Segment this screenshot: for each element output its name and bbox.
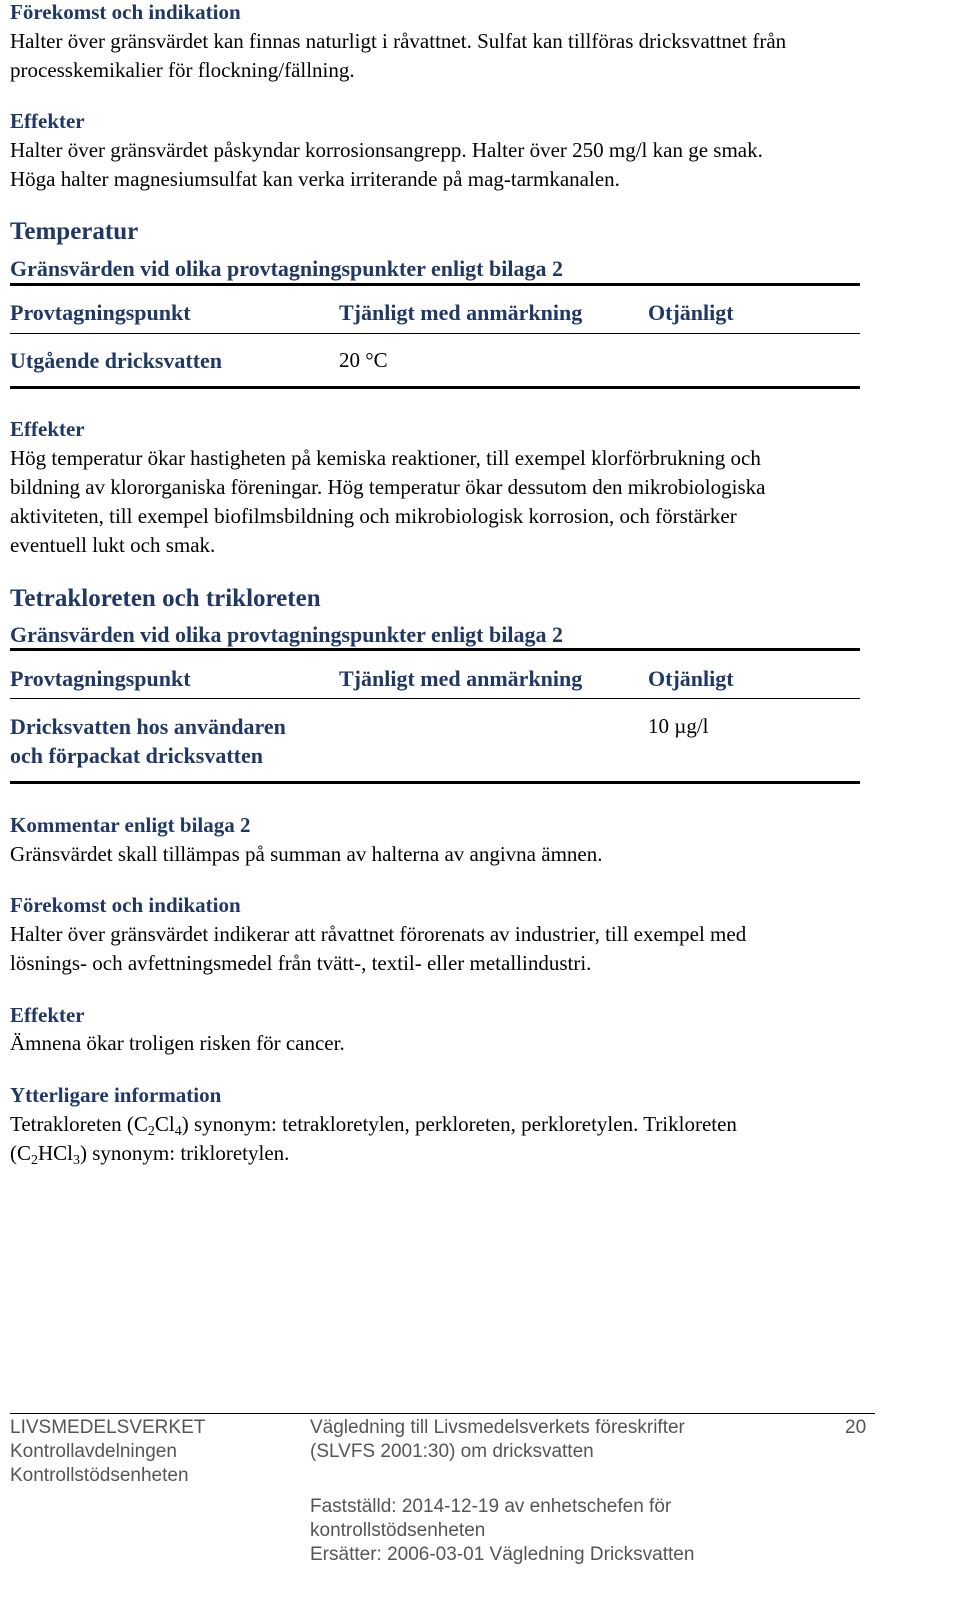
tetra-col-header-unfit: Otjänligt <box>648 666 734 691</box>
effects-heading: Effekter <box>10 109 85 133</box>
temperature-table-top-rule <box>10 283 860 286</box>
temperature-subtitle: Gränsvärden vid olika provtagningspunkter enligt bilaga 2 <box>10 256 563 281</box>
footer-rule <box>10 1413 875 1414</box>
footer-replaces: Ersätter: 2006-03-01 Vägledning Dricksvatten <box>310 1544 695 1565</box>
footer-page-number: 20 <box>845 1417 867 1438</box>
temperature-effects-line-3: aktiviteten, till exempel biofilmsbildning och mikrobiologisk korrosion, och förstärker <box>10 504 737 528</box>
effects-line-2: Höga halter magnesiumsulfat kan verka irriterande på mag-tarmkanalen. <box>10 167 620 191</box>
footer-dept: Kontrollavdelningen <box>10 1441 177 1462</box>
tetra-table-header-rule <box>10 698 860 699</box>
tetra-info-line-2: $(C_2HCl_3)$ synonym: trikloretylen. <box>10 1141 290 1168</box>
footer-established-line-1: Fastställd: 2014-12-19 av enhetschefen för <box>310 1496 672 1517</box>
tetra-table-top-rule <box>10 648 860 651</box>
occurrence-line-2: processkemikalier för flockning/fällning. <box>10 58 355 82</box>
tetra-occurrence-line-2: lösnings- och avfettningsmedel från tvätt-, textil- eller metallindustri. <box>10 951 592 975</box>
tetra-col-header-remark: Tjänligt med anmärkning <box>339 666 583 691</box>
temperature-table-header-rule <box>10 333 860 334</box>
temperature-col-header-point: Provtagningspunkt <box>10 300 191 325</box>
tetra-title: Tetrakloreten och trikloreten <box>10 585 321 612</box>
footer-doc-line-2: (SLVFS 2001:30) om dricksvatten <box>310 1441 594 1462</box>
tetra-info-line-1: Tetrakloreten $(C_2Cl_4)$ synonym: tetrakloretylen, perkloreten, perkloretylen. Trikloreten <box>10 1112 737 1139</box>
tetra-effects-line: Ämnena ökar troligen risken för cancer. <box>10 1031 345 1055</box>
tetra-row-point-line-2: och förpackat dricksvatten <box>10 743 263 768</box>
temperature-effects-line-4: eventuell lukt och smak. <box>10 533 216 557</box>
temperature-col-header-remark: Tjänligt med anmärkning <box>339 300 583 325</box>
temperature-table-bottom-rule <box>10 386 860 389</box>
tetra-table-bottom-rule <box>10 781 860 784</box>
temperature-col-header-unfit: Otjänligt <box>648 300 734 325</box>
footer-org: LIVSMEDELSVERKET <box>10 1417 206 1438</box>
temperature-title: Temperatur <box>10 218 139 245</box>
temperature-effects-line-2: bildning av klororganiska föreningar. Hög temperatur ökar dessutom den mikrobiologiska <box>10 475 766 499</box>
tetra-comment-heading: Kommentar enligt bilaga 2 <box>10 813 251 837</box>
footer-unit: Kontrollstödsenheten <box>10 1465 189 1486</box>
tetra-info-heading: Ytterligare information <box>10 1083 222 1107</box>
temperature-row-remark: 20 °C <box>339 348 388 372</box>
occurrence-heading: Förekomst och indikation <box>10 0 241 24</box>
temperature-effects-line-1: Hög temperatur ökar hastigheten på kemiska reaktioner, till exempel klorförbrukning och <box>10 446 761 470</box>
effects-line-1: Halter över gränsvärdet påskyndar korrosionsangrepp. Halter över 250 mg/l kan ge smak. <box>10 138 763 162</box>
tetra-row-unfit: 10 µg/l <box>648 714 709 738</box>
temperature-effects-heading: Effekter <box>10 417 85 441</box>
tetra-occurrence-heading: Förekomst och indikation <box>10 893 241 917</box>
tetra-effects-heading: Effekter <box>10 1003 85 1027</box>
occurrence-line-1: Halter över gränsvärdet kan finnas naturligt i råvattnet. Sulfat kan tillföras dricksvattnet från <box>10 29 787 53</box>
tetra-comment-line: Gränsvärdet skall tillämpas på summan av halterna av angivna ämnen. <box>10 842 603 866</box>
footer-doc-line-1: Vägledning till Livsmedelsverkets föreskrifter <box>310 1417 685 1438</box>
tetra-subtitle: Gränsvärden vid olika provtagningspunkter enligt bilaga 2 <box>10 622 563 647</box>
temperature-row-point: Utgående dricksvatten <box>10 348 223 373</box>
tetra-occurrence-line-1: Halter över gränsvärdet indikerar att råvattnet förorenats av industrier, till exempel med <box>10 922 747 946</box>
tetra-row-point-line-1: Dricksvatten hos användaren <box>10 714 286 739</box>
tetra-col-header-point: Provtagningspunkt <box>10 666 191 691</box>
footer-established-line-2: kontrollstödsenheten <box>310 1520 486 1541</box>
